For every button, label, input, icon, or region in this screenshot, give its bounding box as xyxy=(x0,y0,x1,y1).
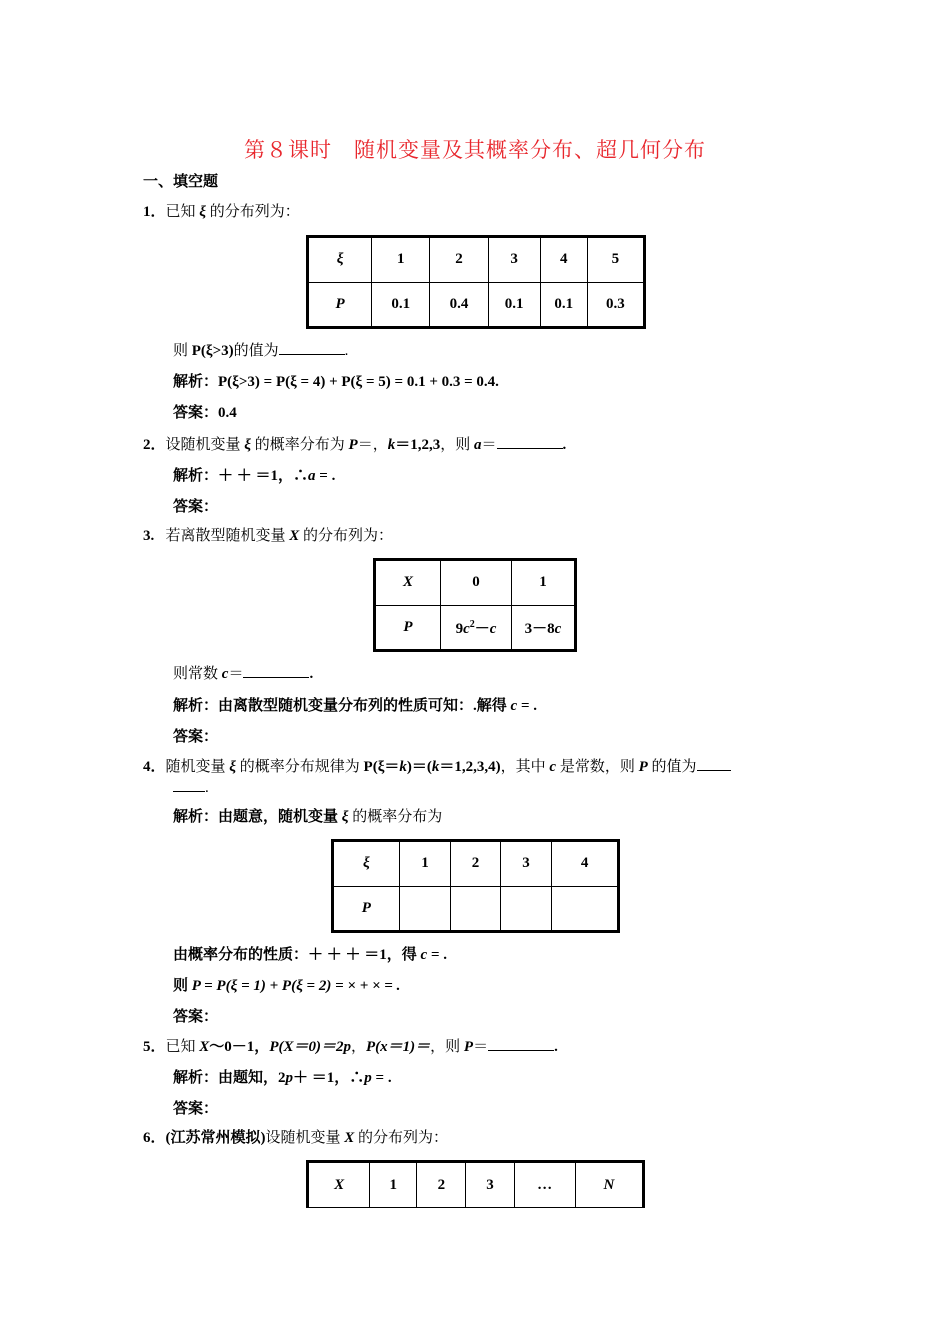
table-cell: 3 xyxy=(488,237,540,283)
q4-number: 4． xyxy=(143,759,166,775)
table-cell: X xyxy=(375,560,441,606)
q5-comma: ， xyxy=(350,1039,366,1055)
q5-solution-p: p xyxy=(285,1070,294,1086)
q1-ask-expr: P(ξ>3) xyxy=(191,343,234,359)
q2-a: a xyxy=(474,437,482,453)
q1-text-b: 的分布列为： xyxy=(206,204,300,220)
table-cell: N xyxy=(575,1162,643,1208)
question-3-stem xyxy=(143,526,393,546)
q4-c: c xyxy=(549,759,557,775)
q4-p: P xyxy=(638,759,648,775)
table-cell: 2 xyxy=(451,841,501,887)
question-1-stem xyxy=(143,202,300,222)
table-cell: 0.1 xyxy=(488,282,540,328)
q4-xi: ξ xyxy=(229,759,237,775)
q5-expr: P(X＝0)＝2 xyxy=(269,1039,344,1055)
q3-distribution-table xyxy=(373,558,577,652)
q5-expr-c: P(x＝1)＝ xyxy=(366,1039,431,1055)
solution-label: 解析： xyxy=(173,698,219,714)
q1-answer-value: 0.4 xyxy=(218,405,237,421)
q4-property-c: c xyxy=(420,947,428,963)
question-5-stem xyxy=(143,1037,558,1057)
q1-answer xyxy=(173,403,237,423)
q6-number: 6． xyxy=(143,1130,166,1146)
q3-solution-text-b: = . xyxy=(517,698,538,714)
solution-label: 解析： xyxy=(173,468,219,484)
table-cell: P xyxy=(333,886,400,932)
answer-blank xyxy=(697,757,731,771)
q4-k2: k xyxy=(431,759,440,775)
q5-text-b: ～0－1， xyxy=(209,1039,270,1055)
table-cell: 1 xyxy=(370,1162,417,1208)
q2-solution-text: ＋ ＋ ＝1，∴ xyxy=(218,468,309,484)
q5-solution-text: 由题知，2 xyxy=(218,1070,286,1086)
table-cell: … xyxy=(514,1162,575,1208)
answer-blank xyxy=(173,778,205,792)
cell-c: c xyxy=(463,620,470,637)
question-6-stem xyxy=(143,1128,448,1148)
q4-solution xyxy=(173,807,442,827)
q2-text-b: 的概率分布为 xyxy=(251,437,349,453)
q6-x: X xyxy=(344,1130,355,1146)
answer-blank xyxy=(497,435,563,449)
q4-then-expr: P = P(ξ = 1) + P(ξ = 2) = × + × = . xyxy=(191,978,401,994)
solution-label: 解析： xyxy=(173,374,219,390)
q2-solution-a: a xyxy=(308,468,316,484)
table-cell xyxy=(552,886,619,932)
q2-answer: 答案： xyxy=(173,499,219,515)
table-cell: 4 xyxy=(552,841,619,887)
table-cell xyxy=(500,886,552,932)
q5-end: . xyxy=(554,1039,558,1055)
table-cell: X xyxy=(308,1162,370,1208)
q3-ask-end: . xyxy=(309,666,314,682)
q2-solution xyxy=(173,466,335,486)
table-cell: 3 xyxy=(466,1162,514,1208)
q1-xi: ξ xyxy=(199,204,207,220)
q5-solution-text-b: ＋ ＝1，∴ xyxy=(293,1070,365,1086)
q6-text-b: 的分布列为： xyxy=(354,1130,449,1146)
table-cell xyxy=(441,605,512,651)
q4-expr-c: ＝1,2,3,4) xyxy=(439,759,501,775)
q1-ask xyxy=(173,341,348,361)
q4-solution-xi: ξ xyxy=(341,809,349,825)
q4-text: 随机变量 xyxy=(165,759,230,775)
q1-solution xyxy=(173,372,499,392)
question-2-stem xyxy=(143,435,566,455)
q1-text: 已知 xyxy=(165,204,200,220)
q4-text-b: 的概率分布规律为 xyxy=(236,759,364,775)
answer-blank xyxy=(488,1037,554,1051)
table-cell: 4 xyxy=(540,237,587,283)
solution-label: 解析： xyxy=(173,1070,219,1086)
answer-blank xyxy=(279,341,345,355)
table-cell: 2 xyxy=(430,237,488,283)
q4-answer: 答案： xyxy=(173,1009,219,1025)
q4-text-d: 是常数，则 xyxy=(556,759,639,775)
q2-text: 设随机变量 xyxy=(165,437,245,453)
table-cell: P xyxy=(375,605,441,651)
q1-ask-end: . xyxy=(344,343,349,359)
cell-text: 3－8 xyxy=(524,620,555,637)
cell-sup: 2 xyxy=(469,618,475,630)
q4-k: k xyxy=(399,759,407,775)
q2-xi: ξ xyxy=(244,437,252,453)
table-cell: 1 xyxy=(372,237,430,283)
q3-answer: 答案： xyxy=(173,729,219,745)
q4-solution-text-b: 的概率分布为 xyxy=(348,809,443,825)
q4-property-text: 由概率分布的性质：＋ ＋ ＋ ＝1，得 xyxy=(173,947,421,963)
q5-text-c: ，则 xyxy=(430,1039,464,1055)
table-cell: ξ xyxy=(308,237,372,283)
q3-x: X xyxy=(289,528,300,544)
q3-text-b: 的分布列为： xyxy=(299,528,394,544)
q4-expr-b: )＝( xyxy=(406,759,432,775)
question-4-stem xyxy=(143,757,731,777)
q4-then-text: 则 xyxy=(173,978,192,994)
q5-x: X xyxy=(199,1039,210,1055)
q1-number: 1． xyxy=(143,204,166,220)
q1-solution-text: P(ξ>3) = P(ξ = 4) + P(ξ = 5) = 0.1 + 0.3 = 0.4. xyxy=(218,374,499,390)
q4-end: . xyxy=(205,780,209,796)
q6-text: 设随机变量 xyxy=(265,1130,345,1146)
q5-answer: 答案： xyxy=(173,1101,219,1117)
q2-set: ＝1,2,3 xyxy=(395,437,441,453)
q4-distribution-table xyxy=(331,839,620,933)
q1-distribution-table xyxy=(306,235,646,329)
table-cell: 3 xyxy=(500,841,552,887)
q2-end: . xyxy=(562,437,567,453)
q2-p: P xyxy=(348,437,358,453)
q6-distribution-table xyxy=(306,1160,645,1208)
q5-eq: ＝ xyxy=(473,1039,489,1055)
table-cell: ξ xyxy=(333,841,400,887)
q4-text-e: 的值为 xyxy=(647,759,697,775)
q2-number: 2． xyxy=(143,437,166,453)
q5-text: 已知 xyxy=(165,1039,200,1055)
q5-solution-p2: p xyxy=(364,1070,372,1086)
q2-k: k xyxy=(387,437,396,453)
q3-solution xyxy=(173,696,537,716)
q2-solution-text-b: = . xyxy=(315,468,336,484)
q1-ask-text: 则 xyxy=(173,343,192,359)
q2-eq: ＝， xyxy=(357,437,388,453)
q5-solution-text-c: = . xyxy=(371,1070,392,1086)
q4-property xyxy=(173,945,447,965)
cell-text-b: － xyxy=(474,620,490,637)
answer-blank xyxy=(243,664,309,678)
q3-ask xyxy=(173,664,313,684)
table-cell: 0.4 xyxy=(430,282,488,328)
solution-label: 解析： xyxy=(173,809,219,825)
q2-text-c: ，则 xyxy=(440,437,475,453)
q5-solution xyxy=(173,1068,392,1088)
q1-ask-text-b: 的值为 xyxy=(233,343,279,359)
answer-label: 答案： xyxy=(173,405,219,421)
q4-text-c: ，其中 xyxy=(500,759,550,775)
table-cell: 0 xyxy=(441,560,512,606)
q4-expr: P(ξ＝ xyxy=(363,759,400,775)
section-heading: 一、填空题 xyxy=(143,174,219,190)
table-cell xyxy=(512,605,576,651)
table-cell: P xyxy=(308,282,372,328)
q5-number: 5． xyxy=(143,1039,166,1055)
q3-solution-text: 由离散型随机变量分布列的性质可知：.解得 xyxy=(218,698,511,714)
table-cell xyxy=(399,886,451,932)
cell-c2: c xyxy=(489,620,497,637)
table-cell: 2 xyxy=(417,1162,466,1208)
q2-eq2: ＝ xyxy=(481,437,497,453)
table-cell: 5 xyxy=(587,237,644,283)
cell-c: c xyxy=(554,620,562,637)
q4-stem-continued xyxy=(173,778,209,798)
q3-solution-c: c xyxy=(510,698,518,714)
q3-c: c xyxy=(221,666,229,682)
table-cell: 1 xyxy=(512,560,576,606)
page-title: 第８课时 随机变量及其概率分布、超几何分布 xyxy=(244,138,706,162)
q3-ask-text: 则常数 xyxy=(173,666,222,682)
q3-ask-eq: ＝ xyxy=(228,666,244,682)
q5-P: P xyxy=(463,1039,474,1055)
q6-source: (江苏常州模拟) xyxy=(165,1130,266,1146)
q5-p: p xyxy=(343,1039,351,1055)
cell-text: 9 xyxy=(455,620,464,637)
table-cell xyxy=(451,886,501,932)
table-cell: 0.1 xyxy=(540,282,587,328)
q4-then xyxy=(173,976,400,996)
table-cell: 0.3 xyxy=(587,282,644,328)
table-cell: 1 xyxy=(399,841,451,887)
table-cell: 0.1 xyxy=(372,282,430,328)
q3-number: 3. xyxy=(143,528,155,544)
q4-solution-text: 由题意，随机变量 xyxy=(218,809,342,825)
q3-text: 若离散型随机变量 xyxy=(165,528,290,544)
q4-property-text-b: = . xyxy=(427,947,447,963)
